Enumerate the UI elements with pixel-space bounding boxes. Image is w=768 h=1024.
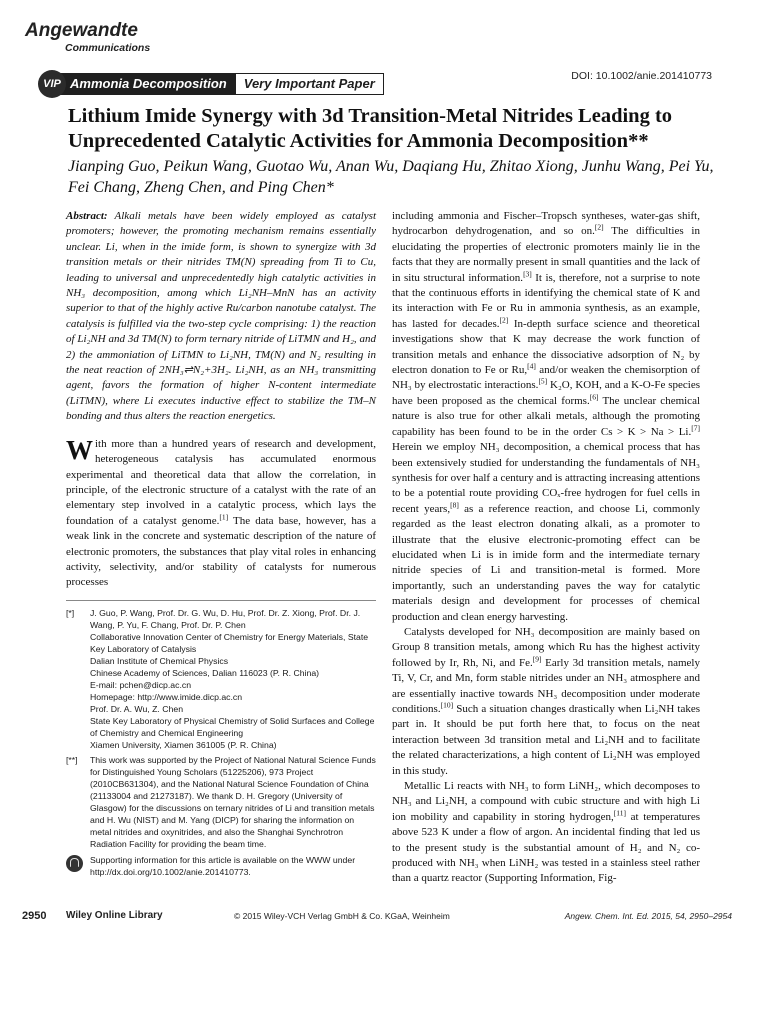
vip-badge: VIP bbox=[38, 70, 66, 98]
homepage-line[interactable]: Homepage: http://www.imide.dicp.ac.cn bbox=[90, 692, 243, 702]
citation: Angew. Chem. Int. Ed. 2015, 54, 2950–2954 bbox=[564, 911, 732, 921]
supporting-info-icon bbox=[66, 855, 83, 872]
article-tag-row bbox=[38, 72, 384, 96]
page-footer bbox=[22, 910, 732, 924]
publisher-link[interactable]: Wiley Online Library bbox=[66, 910, 163, 921]
reference-marker[interactable]: [1] bbox=[219, 512, 229, 522]
reference-marker[interactable]: [4] bbox=[527, 361, 536, 371]
reference-marker[interactable]: [7] bbox=[691, 423, 700, 433]
drop-cap: W bbox=[66, 434, 93, 465]
affiliation-line: Chinese Academy of Sciences, Dalian 116023 (P. R. China) bbox=[90, 668, 320, 678]
author-list: Jianping Guo, Peikun Wang, Guotao Wu, Anan Wu, Daqiang Hu, Zhitao Xiong, Junhu Wang, Pei Yu, Fei Chang, Zheng Chen, and Ping Chen* bbox=[68, 158, 714, 196]
abstract bbox=[66, 209, 376, 425]
body-paragraph: Metallic Li reacts with NH₃ to form LiNH₂, which decomposes to NH₃ and Li₂NH, a compound with cubic structure and with high Li ion mobility and capability in storing hydrogen,[11] at temperatures above 523 K under a flow of argon. An incidental finding that led us to the present study is the substantial amount of H₂ and N₂ co-produced with NH₃ when LiNH₂ was tested in a stainless steel rather than a quartz reactor (Supporting Information, Fig- bbox=[392, 780, 701, 885]
reference-marker[interactable]: [2] bbox=[594, 222, 604, 232]
reference-marker[interactable]: [5] bbox=[538, 376, 548, 386]
intro-paragraph bbox=[66, 434, 376, 591]
affiliation-line: Dalian Institute of Chemical Physics bbox=[90, 656, 229, 666]
affiliation-line: Collaborative Innovation Center of Chemistry for Energy Materials, State Key Laboratory of Catalysis bbox=[90, 632, 369, 654]
supporting-info-text[interactable]: Supporting information for this article is available on the WWW under http://dx.doi.org/10.1002/anie.201410773. bbox=[90, 855, 356, 877]
reference-marker[interactable]: [8] bbox=[450, 500, 459, 510]
affiliation-footnote bbox=[66, 607, 376, 751]
article-title: Lithium Imide Synergy with 3d Transition-Metal Nitrides Leading to Unprecedented Catalytic Activities for Ammonia Decomposition** bbox=[68, 105, 673, 152]
email-line[interactable]: E-mail: pchen@dicp.ac.cn bbox=[90, 680, 192, 690]
affiliation-line: Xiamen University, Xiamen 361005 (P. R. China) bbox=[90, 740, 277, 750]
journal-name: Angewandte bbox=[25, 20, 138, 41]
reference-marker[interactable]: [2] bbox=[499, 315, 509, 325]
intro-text: ith more than a hundred years of research and development, heterogeneous catalysis has accumulated enormous experimental and theoretical data that allow the correlation, in principle, of the electronic structure of a catalyst with the rate of an elementary step involved in a catalytic process, which lays the foundation of a catalyst genome.[1] The data base, however, has a weak link in the concrete and systematic description of the nature of electronic promoters, the substances that play vital roles in enhancing activity, selectivity, and/or stability of catalysts for numerous processes bbox=[66, 437, 376, 589]
abstract-text: Alkali metals have been widely employed as catalyst promoters; however, the promoting mechanism remains essentially unclear. Li, when in the imide form, is shown to synergize with 3d transition metals or their nitrides TM(N) spreading from Ti to Cu, leading to universal and unprecedentedly high catalytic activities in NH₃ decomposition, among which Li₂NH–MnN has an activity superior to that of the highly active Ru/carbon nanotube catalyst. The catalysis is fulfilled via the two-step cycle comprising: 1) the reaction of Li₂NH and 3d TM(N) to form ternary nitride of LiTMN and H₂, and 2) the ammoniation of LiTMN to Li₂NH, TM(N) and N₂ resulting in the neat reaction of 2NH₃⇌N₂+3H₂. Li₂NH, as an NH₃ transmitting agent, favors the formation of higher N-content intermediate (LiTMN), where Li executes inductive effect to stabilize the TM–N bonding and thus alters the reaction energetics. bbox=[66, 210, 376, 423]
footnote-mark: [*] bbox=[66, 608, 75, 618]
reference-marker[interactable]: [10] bbox=[440, 700, 454, 710]
funding-text: This work was supported by the Project of National Natural Science Funds for Distinguished Young Scholars (51225206), 973 Project (2010CB631304), and the National Natural Science Foundation of China (21133004 and 21273187). We thank D. H. Gregory (University of Glasgow) for the discussions on ternary nitrides of Li and transition metals and H. Wu (NIST) and M. Yang (DICP) for sharing the information on metal nitrides and oxynitrides, and also the Shanghai Synchrotron Radiation Facility for providing the beam time. bbox=[90, 755, 376, 849]
abstract-label: Abstract: bbox=[66, 210, 108, 222]
reference-marker[interactable]: [3] bbox=[523, 268, 532, 278]
right-column bbox=[392, 209, 700, 887]
reference-marker[interactable]: [11] bbox=[613, 808, 626, 818]
body-paragraph: Catalysts developed for NH₃ decomposition are mainly based on Group 8 transition metals, among which Ru has the highest activity followed by Ir, Rh, Ni, and Fe.[9] Early 3d transition metals, namely Ti, V, Cr, and Mn, form stable nitrides under an NH₃ atmosphere and are essentially inactive towards NH₃ decomposition under moderate conditions.[10] Such a situation changes drastically when Li₂NH takes part in. It should be put forth here that, to focus on the neat interaction between 3d transition metal and Li₂NH and to facilitate the related characterizations, a high content of Li₂NH was employed in this study. bbox=[392, 625, 700, 777]
affiliation-line: J. Guo, P. Wang, Prof. Dr. G. Wu, D. Hu, Prof. Dr. Z. Xiong, Prof. Dr. J. Wang, P. Yu, F. Chang, Prof. Dr. P. Chen bbox=[90, 608, 361, 630]
journal-section: Communications bbox=[65, 42, 151, 54]
topic-tag: Ammonia Decomposition bbox=[60, 73, 235, 95]
footnotes bbox=[66, 600, 376, 878]
page-number: 2950 bbox=[22, 910, 47, 922]
supporting-info-note bbox=[66, 854, 376, 878]
journal-logo bbox=[25, 20, 150, 54]
affiliation-line: Prof. Dr. A. Wu, Z. Chen bbox=[90, 704, 184, 714]
funding-footnote bbox=[66, 754, 376, 850]
affiliation-line: State Key Laboratory of Physical Chemistry of Solid Surfaces and College of Chemistry and Chemical Engineering bbox=[90, 716, 375, 738]
copyright-notice: © 2015 Wiley-VCH Verlag GmbH & Co. KGaA, Weinheim bbox=[234, 911, 450, 921]
doi[interactable]: DOI: 10.1002/anie.201410773 bbox=[571, 70, 712, 82]
footnote-mark: [**] bbox=[66, 755, 78, 765]
body-paragraph: including ammonia and Fischer–Tropsch syntheses, water-gas shift, hydrocarbon dehydrogenation, and so on.[2] The difficulties in elucidating the properties of electronic promoters mainly lie in the facts that they are normally present in small quantities and the lack of in situ structural information.[3] It is, therefore, not a surprise to note that the continuous efforts in identifying the chemical state of K and its interaction with Fe or Ru in ammonia synthesis, as an example, has lasted for decades.[2] In-depth surface science and theoretical investigations show that K may decrease the work function of transition metals and enhance the dissociative adsorption of N₂ by electron donation to Fe or Ru,[4] and/or weaken the chemisorption of NH₃ by electrostatic interactions.[5] K₂O, KOH, and a K-O-Fe species have been proposed as the chemical forms.[6] The unclear chemical nature is also true for other alkali metals, although the promoting capability has been found to be in the order Cs > K > Na > Li.[7] Herein we employ NH₃ decomposition, a chemical process that has been extensively studied for understanding the fundamentals of NH₃ synthesis for over half a century and is attracting increasing attentions to be a potential route providing COₓ-free hydrogen for fuel cells in recent years,[8] as a reference reaction, and choose Li, commonly regarded as the least electron donating alkali, as a promoter to illustrate that the elusive electronic-promoting effect can be elucidated when Li is in imide form and the intermediate ternary nitride species of Li and transition-metal is formed. More importantly, such an understanding paves the way for catalytic materials design and development for processes of chemical production and clean energy harvesting. bbox=[392, 210, 701, 623]
reference-marker[interactable]: [6] bbox=[589, 392, 599, 402]
vip-tag: Very Important Paper bbox=[235, 73, 384, 95]
left-column bbox=[66, 209, 376, 591]
reference-marker[interactable]: [9] bbox=[532, 654, 542, 664]
